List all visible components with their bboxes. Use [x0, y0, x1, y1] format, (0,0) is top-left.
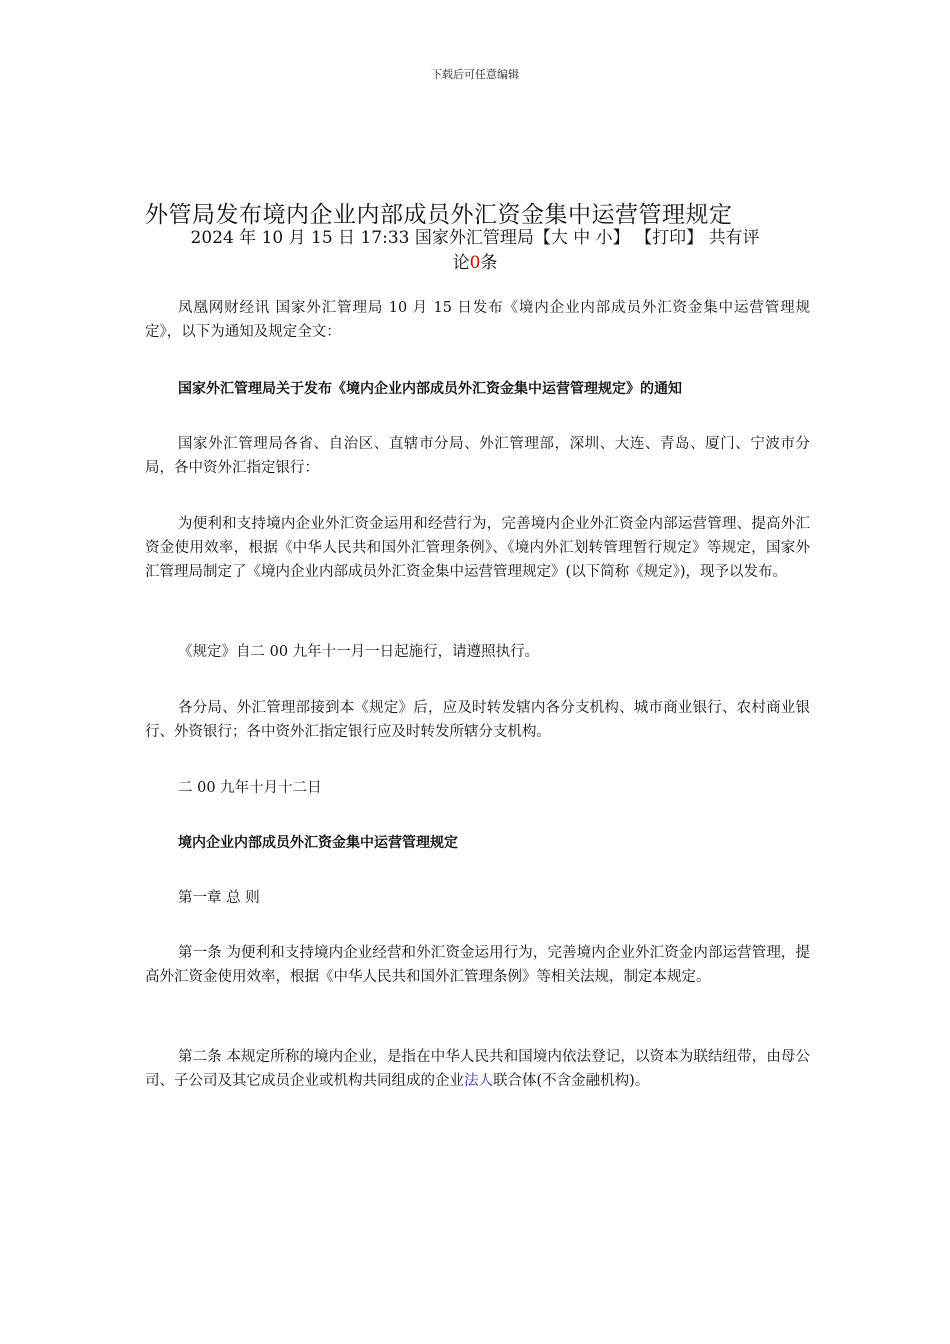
article-2-text-end: 联合体(不含金融机构)。	[493, 1073, 650, 1089]
article-2	[145, 1045, 810, 1093]
meta-line: 2024 年 10 月 15 日 17:33 国家外汇管理局【大 中 小】 【打印】 共有评	[190, 228, 760, 248]
comment-count[interactable]: 0	[469, 253, 481, 273]
notice-date: 二 00 九年十月十二日	[178, 780, 322, 796]
meta-text: 条	[480, 253, 498, 273]
effective-date-paragraph: 《规定》自二 00 九年十一月一日起施行，请遵照执行。	[178, 644, 540, 660]
addressee-paragraph: 国家外汇管理局各省、自治区、直辖市分局、外汇管理部，深圳、大连、青岛、厦门、宁波市分局，各中资外汇指定银行：	[145, 436, 810, 476]
notice-heading: 国家外汇管理局关于发布《境内企业内部成员外汇资金集中运营管理规定》的通知	[178, 381, 682, 397]
meta-text: 论	[452, 253, 470, 273]
page-title: 外管局发布境内企业内部成员外汇资金集中运营管理规定	[145, 202, 733, 228]
forwarding-paragraph: 各分局、外汇管理部接到本《规定》后，应及时转发辖内各分支机构、城市商业银行、农村商业银行、外资银行；各中资外汇指定银行应及时转发所辖分支机构。	[145, 700, 810, 740]
chapter-heading: 第一章 总 则	[178, 890, 260, 906]
page-header-note: 下载后可任意编辑	[431, 68, 519, 81]
article-1: 第一条 为便利和支持境内企业经营和外汇资金运用行为，完善境内企业外汇资金内部运营管理，提高外汇资金使用效率，根据《中华人民共和国外汇管理条例》等相关法规，制定本规定。	[145, 945, 810, 985]
intro-paragraph: 凤凰网财经讯 国家外汇管理局 10 月 15 日发布《境内企业内部成员外汇资金集中运营管理规定》，以下为通知及规定全文：	[145, 300, 810, 340]
article-meta	[145, 226, 805, 276]
notice-body-paragraph: 为便利和支持境内企业外汇资金运用和经营行为，完善境内企业外汇资金内部运营管理、提高外汇资金使用效率，根据《中华人民共和国外汇管理条例》、《境内外汇划转管理暂行规定》等规定，国家外汇管理局制定了《境内企业内部成员外汇资金集中运营管理规定》(以下简称《规定》)，现予以发布。	[145, 516, 810, 580]
meta-comment-line	[145, 251, 805, 276]
rules-heading: 境内企业内部成员外汇资金集中运营管理规定	[178, 835, 458, 851]
legal-person-link[interactable]: 法人	[464, 1073, 493, 1089]
article-2-text: 第二条 本规定所称的境内企业，是指在中华人民共和国境内依法登记，以资本为联结纽带，由母公司、子公司及其它成员企业或机构共同组成的企业	[145, 1049, 810, 1089]
